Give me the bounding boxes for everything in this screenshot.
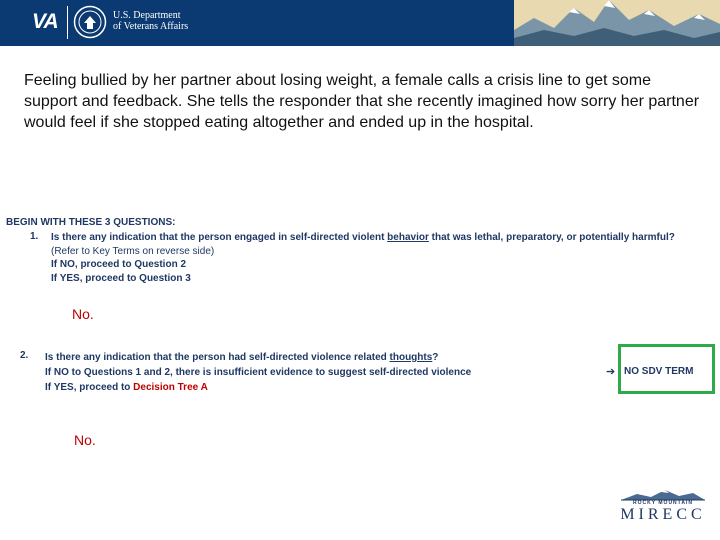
scenario-text: Feeling bullied by her partner about losing weight, a female calls a crisis line to get some support and feedback. She tells the responder that she recently imagined how sorry her partner would feel if she stopped eating altogether and ended up in the hospital. (24, 72, 700, 131)
no-sdv-term-box (618, 344, 715, 394)
logo-subtitle: ROCKY MOUNTAIN (633, 500, 693, 506)
question-2-text (45, 350, 625, 365)
question-1-note: (Refer to Key Terms on reverse side) (51, 245, 215, 257)
dept-line-2: of Veterans Affairs (113, 21, 189, 32)
no-sdv-term-label: NO SDV TERM (624, 366, 694, 377)
q1-text-before: Is there any indication that the person engaged in self-directed violent (51, 232, 388, 243)
arrow-right-icon: ➔ (606, 366, 616, 378)
question-1-text (51, 231, 717, 245)
question-2-number: 2. (20, 350, 29, 361)
question-1-if-no: If NO, proceed to Question 2 (51, 259, 187, 270)
question-2 (45, 350, 625, 395)
dept-line-1: U.S. Department (113, 10, 181, 21)
q1-text-after: that was lethal, preparatory, or potentially harmful? (428, 232, 675, 243)
question-1-if-yes: If YES, proceed to Question 3 (51, 272, 191, 284)
q2-text-before: Is there any indication that the person had self-directed violence related (45, 352, 390, 363)
header-bar (0, 0, 720, 46)
department-name (113, 10, 188, 32)
answer-2: No. (74, 432, 96, 448)
questions-heading: BEGIN WITH THESE 3 QUESTIONS: (6, 217, 176, 228)
mountains-banner-icon (514, 0, 720, 46)
va-seal-icon (73, 5, 107, 39)
question-2-if-yes (45, 380, 625, 395)
question-1 (51, 231, 717, 285)
va-logo: VA (32, 10, 58, 33)
header-divider (67, 6, 68, 39)
decision-tree-a-link: Decision Tree A (133, 382, 208, 393)
mirecc-logo (617, 488, 709, 530)
question-1-number: 1. (30, 231, 39, 242)
q2-text-after: ? (432, 352, 439, 363)
q2-if-yes-prefix: If YES, proceed to (45, 382, 134, 393)
answer-1: No. (72, 306, 94, 322)
q1-keyword: behavior (387, 232, 429, 243)
question-2-if-no: If NO to Questions 1 and 2, there is insufficient evidence to suggest self-directed violence (45, 367, 472, 378)
logo-title: MIRECC (620, 506, 706, 523)
q2-keyword: thoughts (389, 352, 433, 363)
